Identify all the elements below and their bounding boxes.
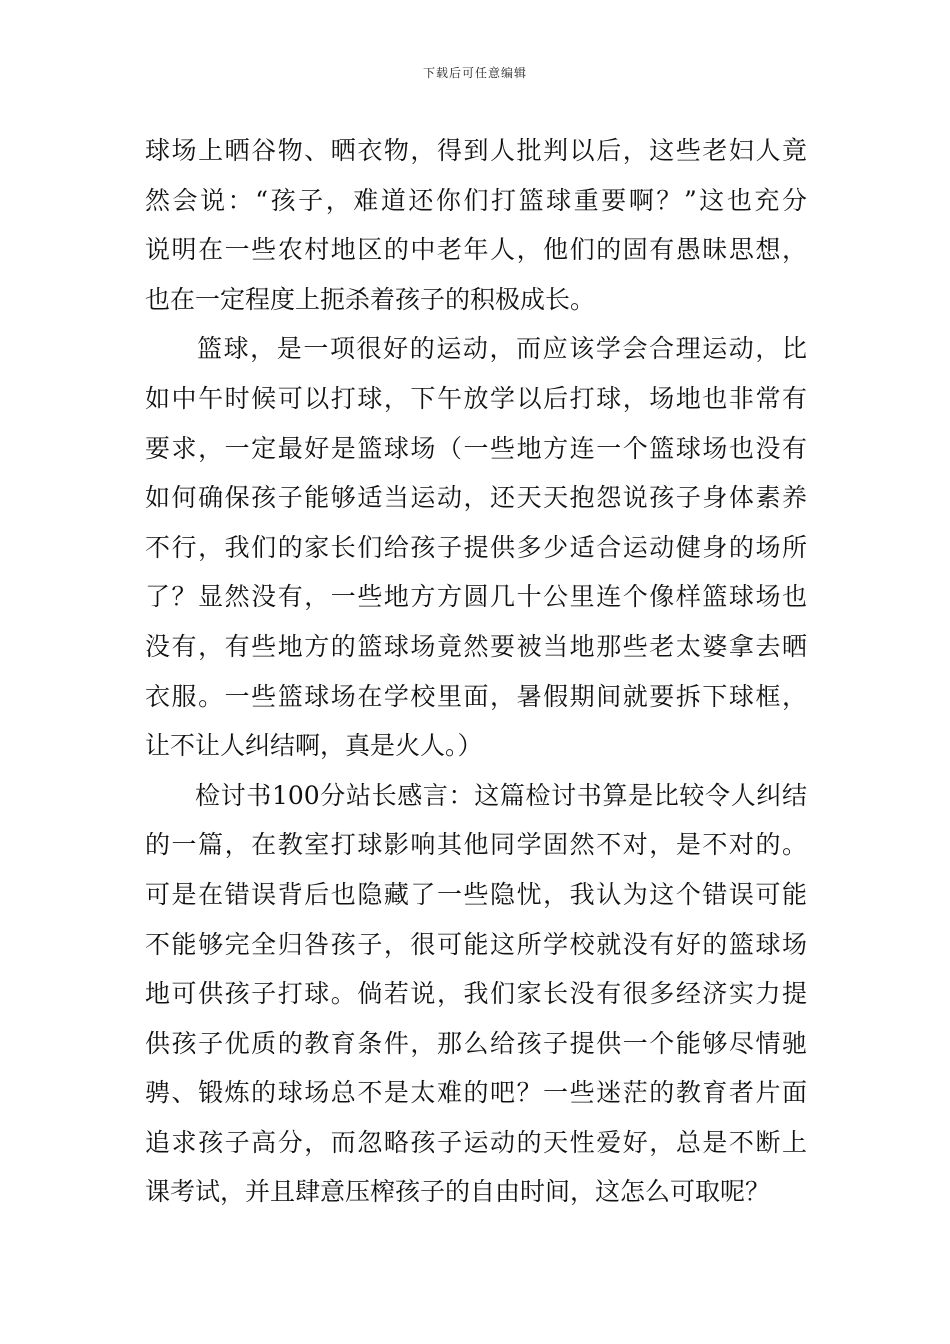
header-note: 下载后可任意编辑 bbox=[422, 66, 527, 80]
paragraph-2 bbox=[145, 324, 807, 770]
text-line: 球场上晒谷物、晒衣物，得到人批判以后，这些老妇人竟 bbox=[145, 136, 807, 165]
paragraph-3 bbox=[145, 771, 807, 1217]
text-line: 如中午时候可以打球，下午放学以后打球，场地也非常有 bbox=[145, 383, 807, 413]
text-line: 篮球，是一项很好的运动，而应该学会合理运动，比 bbox=[197, 334, 807, 364]
text-line: 可是在错误背后也隐藏了一些隐忧，我认为这个错误可能 bbox=[145, 879, 807, 909]
text-line: 不行，我们的家长们给孩子提供多少适合运动健身的场所 bbox=[145, 532, 807, 562]
text-line: 供孩子优质的教育条件，那么给孩子提供一个能够尽情驰 bbox=[145, 1028, 807, 1058]
text-line: 地可供孩子打球。倘若说，我们家长没有很多经济实力提 bbox=[145, 979, 807, 1009]
paragraph-1 bbox=[145, 126, 807, 324]
text-line: 课考试，并且肆意压榨孩子的自由时间，这怎么可取呢？ bbox=[145, 1177, 771, 1207]
document-body bbox=[145, 126, 807, 1217]
text-line: 没有，有些地方的篮球场竟然要被当地那些老太婆拿去晒 bbox=[145, 631, 807, 661]
text-line: 骋、锻炼的球场总不是太难的吧？一些迷茫的教育者片面 bbox=[145, 1078, 807, 1108]
text-line: 检讨书100分站长感言：这篇检讨书算是比较令人纠结 bbox=[195, 780, 807, 810]
text-line: 的一篇，在教室打球影响其他同学固然不对，是不对的。 bbox=[145, 830, 807, 860]
text-line: 要求，一定最好是篮球场（一些地方连一个篮球场也没有 bbox=[145, 433, 807, 463]
text-line: 也在一定程度上扼杀着孩子的积极成长。 bbox=[145, 284, 596, 314]
text-line: 说明在一些农村地区的中老年人，他们的固有愚昧思想， bbox=[145, 235, 807, 265]
text-line: 让不让人纠结啊，真是火人。） bbox=[145, 731, 483, 761]
text-line: 了？显然没有，一些地方方圆几十公里连个像样篮球场也 bbox=[145, 582, 807, 612]
text-line: 衣服。一些篮球场在学校里面，暑假期间就要拆下球框， bbox=[145, 681, 807, 711]
text-line: 然会说：“孩子，难道还你们打篮球重要啊？”这也充分 bbox=[145, 185, 807, 215]
text-line: 不能够完全归咎孩子，很可能这所学校就没有好的篮球场 bbox=[145, 929, 807, 959]
text-line: 如何确保孩子能够适当运动，还天天抱怨说孩子身体素养 bbox=[145, 483, 807, 513]
text-line: 追求孩子高分，而忽略孩子运动的天性爱好，总是不断上 bbox=[145, 1127, 807, 1157]
